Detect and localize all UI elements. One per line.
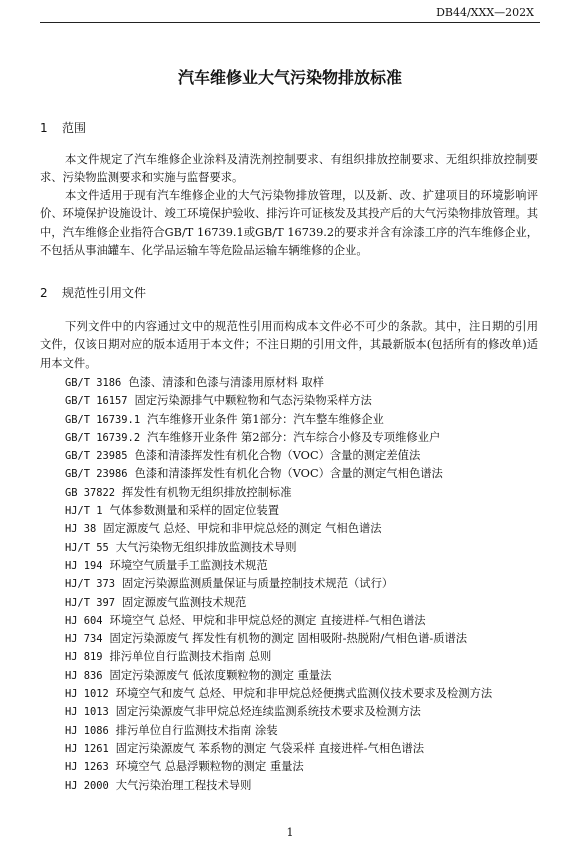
scope-paragraph-2: 本文件适用于现有汽车维修企业的大气污染物排放管理，以及新、改、扩建项目的环境影响评价、环境保护设施设计、竣工环境保护验收、排污许可证核发及其投产后的大气污染物排放管理。其中，汽车维修企业指符合GB/T 16739.1或GB/T 16739.2的要求并含有涂漆工序的汽车维修企业，不包括从事油罐车、化学品运输车等危险品运输车辆维修的企业。	[40, 189, 538, 257]
reference-code: GB/T 16739.1	[65, 413, 141, 426]
reference-item	[40, 557, 540, 575]
reference-title: 排污单位自行监测技术指南 涂装	[115, 723, 278, 737]
section-title: 规范性引用文件	[62, 286, 147, 300]
reference-title: 固定污染源废气 苯系物的测定 气袋采样 直接进样-气相色谱法	[115, 741, 425, 755]
reference-code: HJ 38	[65, 523, 97, 536]
reference-code: HJ 1012	[65, 688, 109, 701]
reference-title: 环境空气质量手工监测技术规范	[109, 558, 268, 572]
reference-code: HJ 1086	[65, 724, 109, 737]
section-number: 1	[40, 121, 48, 135]
scope-paragraph-1: 本文件规定了汽车维修企业涂料及清洗剂控制要求、有组织排放控制要求、无组织排放控制要求、污染物监测要求和实施与监督要求。	[40, 153, 538, 185]
reference-code: HJ/T 373	[65, 578, 116, 591]
section-2-heading	[40, 284, 146, 301]
reference-code: HJ 604	[65, 614, 103, 627]
reference-code: GB/T 16739.2	[65, 431, 141, 444]
reference-item	[40, 594, 540, 612]
reference-code: HJ 1263	[65, 761, 109, 774]
reference-code: HJ 836	[65, 669, 103, 682]
reference-item	[40, 777, 540, 795]
section-1-heading	[40, 119, 86, 136]
reference-code: HJ/T 1	[65, 505, 103, 518]
reference-item	[40, 667, 540, 685]
reference-code: HJ/T 397	[65, 596, 116, 609]
reference-title: 色漆、清漆和色漆与清漆用原材料 取样	[128, 376, 324, 389]
reference-code: HJ 1013	[65, 706, 109, 719]
reference-item	[40, 520, 540, 538]
reference-code: HJ 194	[65, 559, 103, 572]
reference-code: HJ 2000	[65, 779, 109, 792]
reference-code: GB/T 23986	[65, 468, 128, 481]
reference-title: 排污单位自行监测技术指南 总则	[109, 650, 272, 664]
reference-code: HJ 819	[65, 651, 103, 664]
page-number: 1	[286, 826, 294, 839]
reference-title: 色漆和清漆挥发性有机化合物（VOC）含量的测定差值法	[134, 449, 421, 463]
reference-list	[40, 374, 540, 795]
standard-code: DB44/XXX—202X	[436, 6, 534, 19]
reference-title: 汽车维修开业条件 第1部分：汽车整车维修企业	[147, 412, 384, 426]
reference-title: 固定污染源废气非甲烷总烃连续监测系统技术要求及检测方法	[115, 705, 421, 719]
reference-title: 挥发性有机物无组织排放控制标准	[122, 485, 292, 499]
reference-item	[40, 722, 540, 740]
reference-title: 固定污染源废气 低浓度颗粒物的测定 重量法	[109, 668, 332, 682]
reference-item	[40, 502, 540, 520]
references-intro: 下列文件中的内容通过文中的规范性引用而构成本文件必不可少的条款。其中，注日期的引用文件，仅该日期对应的版本适用于本文件；不注日期的引用文件，其最新版本(包括所有的修改单)适用本文件。	[40, 320, 538, 370]
reference-item	[40, 374, 540, 392]
reference-item	[40, 411, 540, 429]
reference-item	[40, 429, 540, 447]
reference-item	[40, 484, 540, 502]
reference-title: 色漆和清漆挥发性有机化合物（VOC）含量的测定气相色谱法	[134, 467, 443, 481]
reference-item	[40, 630, 540, 648]
reference-item	[40, 465, 540, 483]
reference-title: 环境空气 总烃、甲烷和非甲烷总烃的测定 直接进样-气相色谱法	[109, 613, 426, 627]
reference-item	[40, 447, 540, 465]
reference-item	[40, 392, 540, 410]
reference-item	[40, 758, 540, 776]
reference-item	[40, 740, 540, 758]
reference-title: 固定源废气监测技术规范	[122, 595, 247, 609]
reference-title: 固定污染源排气中颗粒物和气态污染物采样方法	[134, 394, 372, 408]
section-title: 范围	[62, 121, 87, 135]
reference-item	[40, 575, 540, 593]
reference-code: GB/T 16157	[65, 395, 128, 408]
reference-item	[40, 703, 540, 721]
reference-title: 固定污染源废气 挥发性有机物的测定 固相吸附-热脱附/气相色谱-质谱法	[109, 632, 468, 646]
reference-title: 大气污染治理工程技术导则	[115, 778, 252, 792]
reference-title: 气体参数测量和采样的固定位装置	[109, 504, 280, 518]
reference-title: 汽车维修开业条件 第2部分：汽车综合小修及专项维修业户	[147, 430, 441, 444]
reference-item	[40, 539, 540, 557]
document-title: 汽车维修业大气污染物排放标准	[177, 68, 402, 87]
reference-title: 固定污染源监测质量保证与质量控制技术规范（试行）	[122, 577, 394, 591]
reference-title: 固定源废气 总烃、甲烷和非甲烷总烃的测定 气相色谱法	[103, 522, 382, 536]
reference-item	[40, 648, 540, 666]
reference-title: 环境空气和废气 总烃、甲烷和非甲烷总烃便携式监测仪技术要求及检测方法	[115, 687, 493, 701]
header-rule	[40, 22, 540, 23]
reference-code: HJ 1261	[65, 742, 109, 755]
reference-code: GB 37822	[65, 486, 116, 499]
reference-code: HJ/T 55	[65, 541, 109, 554]
reference-code: HJ 734	[65, 633, 103, 646]
reference-title: 大气污染物无组织排放监测技术导则	[115, 540, 297, 554]
reference-title: 环境空气 总悬浮颗粒物的测定 重量法	[115, 760, 304, 774]
section-number: 2	[40, 286, 48, 300]
reference-item	[40, 685, 540, 703]
reference-item	[40, 612, 540, 630]
reference-code: GB/T 23985	[65, 450, 128, 463]
reference-code: GB/T 3186	[65, 377, 122, 389]
